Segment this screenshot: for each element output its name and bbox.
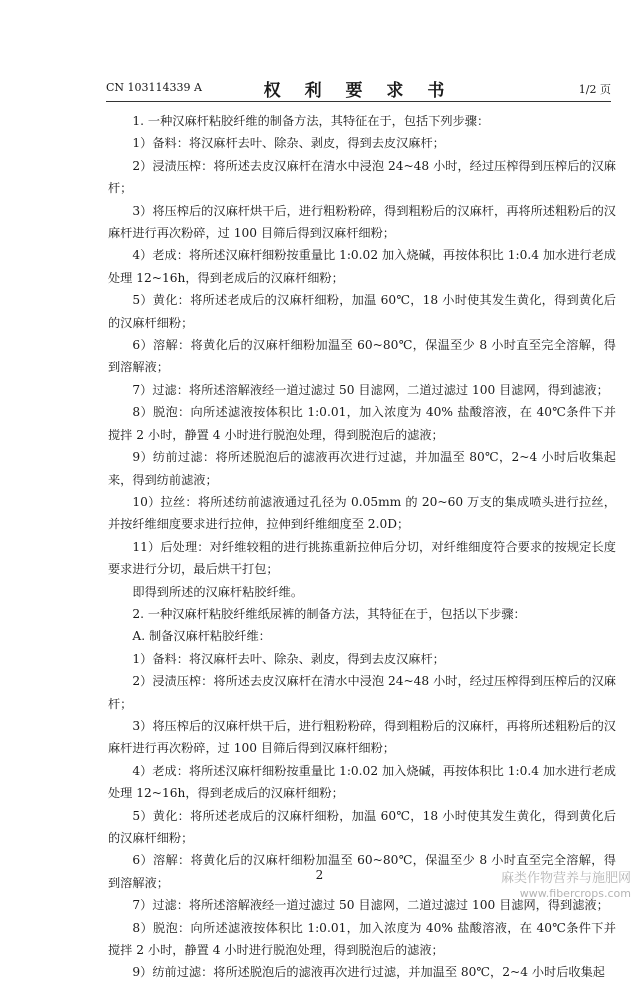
claim-paragraph: A. 制备汉麻杆粘胶纤维：: [132, 629, 271, 644]
claim-paragraph: 6）溶解：将黄化后的汉麻杆细粉加温至 60~80℃，保温至少 8 小时直至完全溶解，得到溶解液；: [108, 338, 616, 375]
page-indicator: 1/2 页: [578, 83, 611, 96]
claim-paragraph: 1）备料：将汉麻杆去叶、除杂、剥皮，得到去皮汉麻杆；: [132, 136, 445, 151]
watermark: [501, 871, 631, 901]
claim-paragraph: 3）将压榨后的汉麻杆烘干后，进行粗粉粉碎，得到粗粉后的汉麻杆，再将所述粗粉后的汉麻杆进行再次粉碎，过 100 目筛后得到汉麻杆细粉；: [108, 718, 616, 756]
claim-paragraph: 9）纺前过滤：将所述脱泡后的滤液再次进行过滤，并加温至 80℃，2~4 小时后收集起: [132, 965, 605, 980]
claim-paragraph: 3）将压榨后的汉麻杆烘干后，进行粗粉粉碎，得到粗粉后的汉麻杆，再将所述粗粉后的汉麻杆进行再次粉碎，过 100 目筛后得到汉麻杆细粉；: [108, 203, 616, 241]
claim-paragraph: 8）脱泡：向所述滤液按体积比 1:0.01，加入浓度为 40% 盐酸溶液，在 40℃条件下并搅拌 2 小时，静置 4 小时进行脱泡处理，得到脱泡后的滤液；: [108, 920, 616, 958]
claim-paragraph: 4）老成：将所述汉麻杆细粉按重量比 1:0.02 加入烧碱，再按体积比 1:0.4 加水进行老成处理 12~16h，得到老成后的汉麻杆细粉；: [108, 763, 616, 801]
page-number: 2: [315, 868, 324, 882]
watermark-site-name: 麻类作物营养与施肥网: [500, 871, 631, 886]
claim-paragraph: 即得到所述的汉麻杆粘胶纤维。: [132, 584, 304, 599]
claim-paragraph: 2. 一种汉麻杆粘胶纤维纸尿裤的制备方法，其特征在于，包括以下步骤：: [132, 606, 526, 621]
claim-paragraph: 1）备料：将汉麻杆去叶、除杂、剥皮，得到去皮汉麻杆；: [132, 651, 445, 666]
claims-body: [108, 110, 616, 984]
claim-paragraph: 5）黄化：将所述老成后的汉麻杆细粉，加温 60℃，18 小时使其发生黄化，得到黄化后的汉麻杆细粉；: [108, 808, 616, 845]
claim-paragraph: 2）浸渍压榨：将所述去皮汉麻杆在清水中浸泡 24~48 小时，经过压榨得到压榨后的汉麻杆；: [108, 674, 616, 711]
claim-paragraph: 9）纺前过滤：将所述脱泡后的滤液再次进行过滤，并加温至 80℃，2~4 小时后收集起来，得到纺前滤液；: [108, 450, 616, 487]
claim-paragraph: 8）脱泡：向所述滤液按体积比 1:0.01，加入浓度为 40% 盐酸溶液，在 40℃条件下并搅拌 2 小时，静置 4 小时进行脱泡处理，得到脱泡后的滤液；: [108, 405, 616, 442]
header-divider: [106, 101, 611, 102]
watermark-url: www.fibercrops.com: [519, 887, 631, 900]
publication-number: CN 103114339 A: [106, 81, 202, 94]
document-title: 权 利 要 求 书: [263, 81, 454, 101]
claim-paragraph: 7）过滤：将所述溶解液经一道过滤过 50 目滤网，二道过滤过 100 目滤网，得到滤液；: [132, 382, 609, 397]
claim-paragraph: 11）后处理：对纤维较粗的进行挑拣重新拉伸后分切，对纤维细度符合要求的按规定长度要求进行分切，最后烘干打包；: [108, 539, 616, 577]
page-header: [106, 76, 611, 100]
claim-paragraph: 2）浸渍压榨：将所述去皮汉麻杆在清水中浸泡 24~48 小时，经过压榨得到压榨后的汉麻杆；: [108, 158, 616, 196]
claim-paragraph: 1. 一种汉麻杆粘胶纤维的制备方法，其特征在于，包括下列步骤：: [132, 114, 490, 128]
claim-paragraph: 6）溶解：将黄化后的汉麻杆细粉加温至 60~80℃，保温至少 8 小时直至完全溶解，得到溶解液；: [108, 853, 616, 890]
claim-paragraph: 5）黄化：将所述老成后的汉麻杆细粉，加温 60℃，18 小时使其发生黄化，得到黄化后的汉麻杆细粉；: [108, 293, 616, 330]
claim-paragraph: 7）过滤：将所述溶解液经一道过滤过 50 目滤网，二道过滤过 100 目滤网，得到滤液；: [132, 898, 609, 913]
claim-paragraph: 10）拉丝：将所述纺前滤液通过孔径为 0.05mm 的 20~60 万支的集成喷头进行拉丝，并按纤维细度要求进行拉伸，拉伸到纤维细度至 2.0D；: [108, 494, 616, 532]
claim-paragraph: 4）老成：将所述汉麻杆细粉按重量比 1:0.02 加入烧碱，再按体积比 1:0.4 加水进行老成处理 12~16h，得到老成后的汉麻杆细粉；: [108, 248, 616, 285]
